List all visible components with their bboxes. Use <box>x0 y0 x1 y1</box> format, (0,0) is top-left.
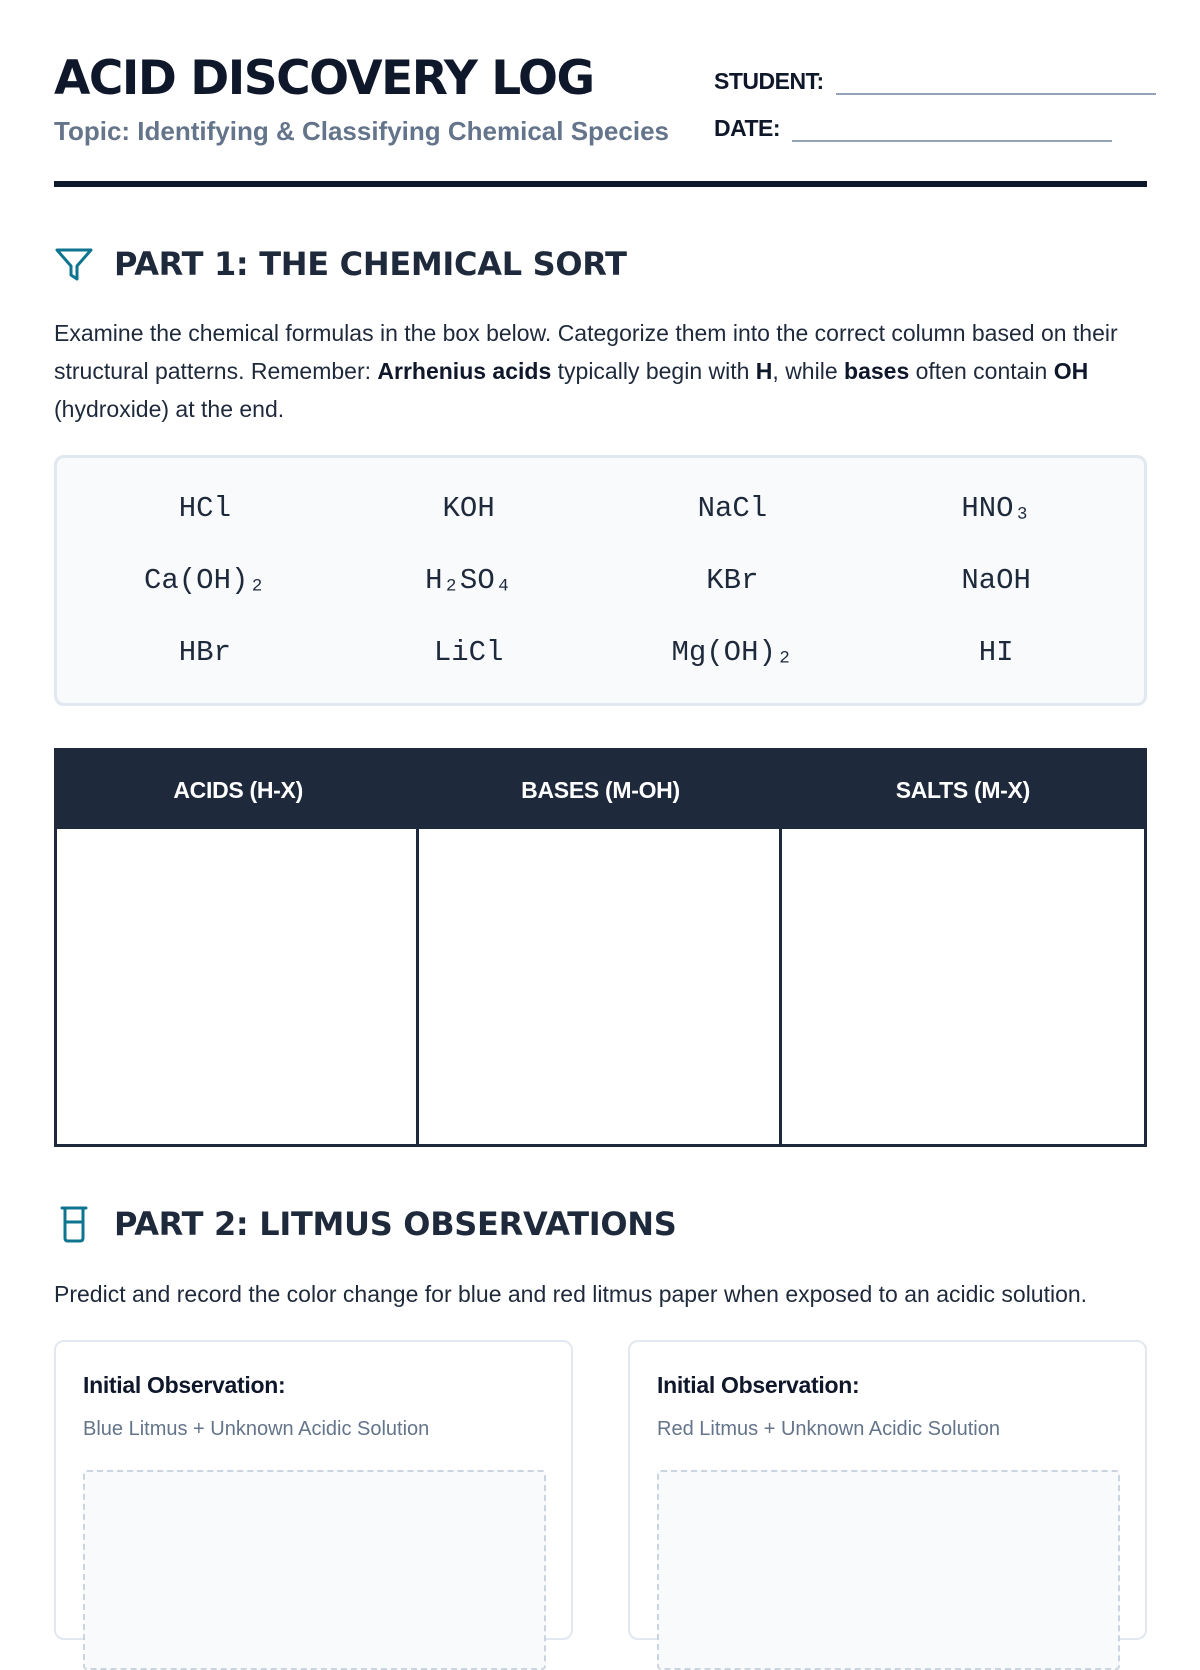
formula-item: KOH <box>442 491 495 525</box>
formula-item: KBr <box>706 563 759 597</box>
bases-answer-cell[interactable] <box>419 829 781 1144</box>
salts-answer-cell[interactable] <box>782 829 1144 1144</box>
card-subtitle: Blue Litmus + Unknown Acidic Solution <box>83 1418 430 1440</box>
filter-icon <box>54 244 94 284</box>
card-title: Initial Observation: <box>657 1372 860 1398</box>
student-name-line[interactable] <box>836 69 1156 95</box>
bases-column-header: BASES (M-OH) <box>419 751 781 829</box>
formula-item: HBr <box>178 636 231 670</box>
part2-title: PART 2: LITMUS OBSERVATIONS <box>114 1205 677 1243</box>
formula-item: NaCl <box>697 491 768 525</box>
sort-table <box>54 748 1147 1147</box>
part1-heading <box>54 244 627 284</box>
student-field <box>714 68 1156 95</box>
card-title: Initial Observation: <box>83 1372 286 1398</box>
red-litmus-card <box>628 1340 1147 1640</box>
topic-subtitle: Topic: Identifying & Classifying Chemical Species <box>54 116 669 146</box>
part2-heading <box>54 1204 676 1244</box>
worksheet-header <box>54 0 1147 187</box>
formula-item: NaOH <box>961 563 1031 597</box>
part2-instructions: Predict and record the color change for blue and red litmus paper when exposed to an acidic solution. <box>54 1281 1088 1307</box>
part1-title: PART 1: THE CHEMICAL SORT <box>114 245 627 283</box>
salts-column-header: SALTS (M-X) <box>782 751 1144 829</box>
student-label: STUDENT: <box>714 68 824 94</box>
blue-litmus-answer-box[interactable] <box>83 1470 546 1670</box>
formula-item: HI <box>978 636 1014 670</box>
formula-bank <box>54 455 1147 706</box>
formula-item: Ca(OH)₂ <box>143 563 266 597</box>
red-litmus-answer-box[interactable] <box>657 1470 1120 1670</box>
date-field <box>714 115 1112 142</box>
date-line[interactable] <box>792 116 1112 142</box>
worksheet-page <box>54 0 1147 1440</box>
blue-litmus-card <box>54 1340 573 1640</box>
formula-item: LiCl <box>433 636 504 670</box>
part1-instructions: Examine the chemical formulas in the box below. Categorize them into the correct column based on their structural patterns. Remember: Arrhenius acids typically begin with H, while bases often contain OH (hydroxide) at the end. <box>54 320 1118 422</box>
formula-item: HNO₃ <box>961 491 1031 525</box>
formula-item: HCl <box>178 491 231 525</box>
card-subtitle: Red Litmus + Unknown Acidic Solution <box>657 1418 1000 1440</box>
acids-answer-cell[interactable] <box>57 829 419 1144</box>
page-title: ACID DISCOVERY LOG <box>54 51 594 106</box>
formula-item: Mg(OH)₂ <box>671 636 794 670</box>
acids-column-header: ACIDS (H-X) <box>57 751 419 829</box>
date-label: DATE: <box>714 115 781 141</box>
formula-item: H₂SO₄ <box>425 563 513 597</box>
beaker-icon <box>54 1204 94 1244</box>
